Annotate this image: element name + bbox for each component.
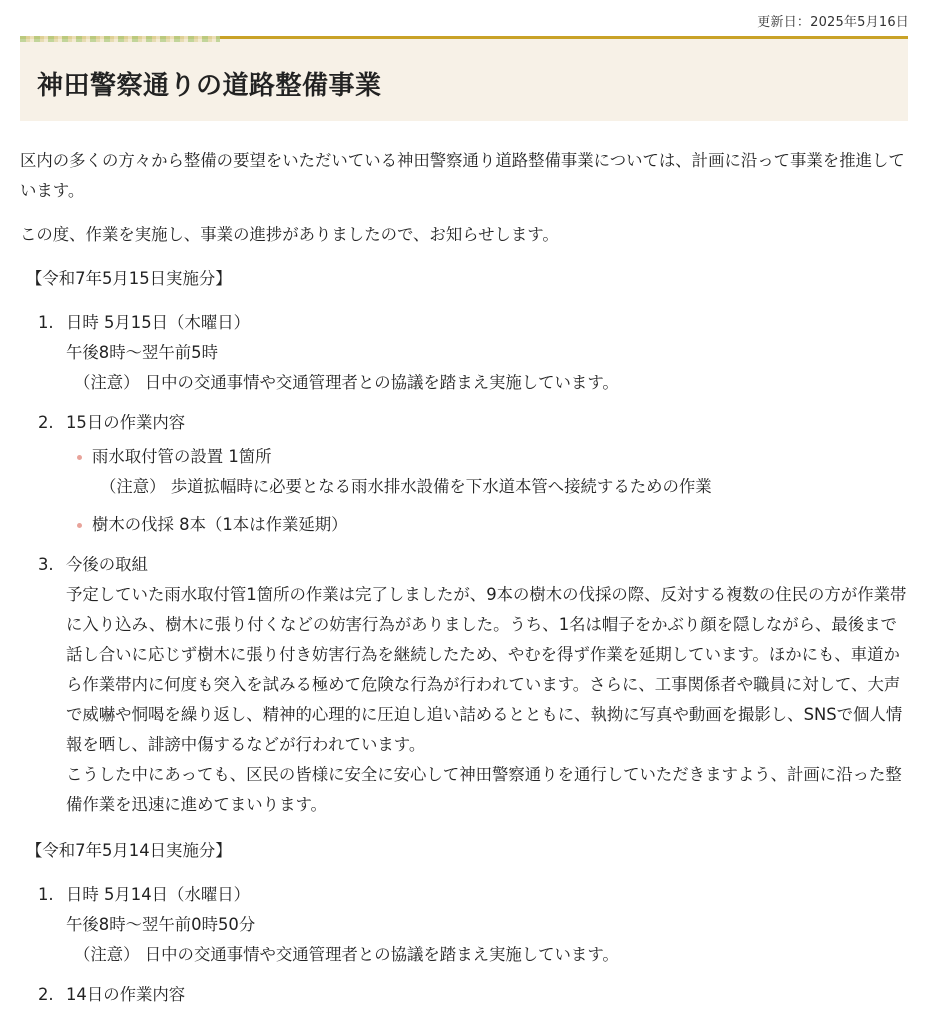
bullet-item (76, 510, 908, 540)
schedule-note: （注意） 日中の交通事情や交通管理者との協議を踏まえ実施しています。 (74, 945, 619, 964)
bullet-text: 樹木の伐採 8本（1本は作業延期） (92, 515, 348, 534)
schedule-date: 日時 5月15日（木曜日） (66, 313, 251, 332)
schedule-note: （注意） 日中の交通事情や交通管理者との協議を踏まえ実施しています。 (74, 373, 619, 392)
list-number: 1. (38, 885, 54, 904)
future-title: 今後の取組 (66, 555, 148, 574)
list-item (38, 880, 908, 970)
page-title: 神田警察通りの道路整備事業 (37, 71, 382, 101)
future-paragraph-2: こうした中にあっても、区民の皆様に安全に安心して神田警察通りを通行していただきますよう、計画に沿った整備作業を迅速に進めてまいります。 (66, 765, 902, 814)
bullet-item (76, 442, 908, 502)
list-number: 3. (38, 555, 54, 574)
section-heading: 【令和7年5月15日実施分】 (26, 269, 232, 288)
list-number: 2. (38, 413, 54, 432)
page-title-box (20, 36, 908, 121)
work-title: 15日の作業内容 (66, 413, 186, 432)
intro-paragraph-2: この度、作業を実施し、事業の進捗がありましたので、お知らせします。 (20, 225, 559, 244)
main-content (20, 146, 908, 1020)
step-list (38, 308, 908, 820)
schedule-time: 午後8時～翌午前5時 (66, 343, 218, 362)
section-0514 (20, 836, 908, 1010)
schedule-time: 午後8時～翌午前0時50分 (66, 915, 256, 934)
schedule-date: 日時 5月14日（水曜日） (66, 885, 251, 904)
step-list (38, 880, 908, 1010)
bullet-note: （注意） 歩道拡幅時に必要となる雨水排水設備を下水道本管へ接続するための作業 (100, 477, 712, 496)
list-number: 1. (38, 313, 54, 332)
list-number: 2. (38, 985, 54, 1004)
section-0515 (20, 264, 908, 820)
list-item (38, 308, 908, 398)
work-title: 14日の作業内容 (66, 985, 186, 1004)
bullet-text: 雨水取付管の設置 1箇所 (92, 447, 272, 466)
work-bullets (76, 442, 908, 540)
future-paragraph-1: 予定していた雨水取付管1箇所の作業は完了しましたが、9本の樹木の伐採の際、反対する複数の住民の方が作業帯に入り込み、樹木に張り付くなどの妨害行為がありました。うち、1名は帽子をかぶり顔を隠しながら、最後まで話し合いに応じず樹木に張り付き妨害行為を継続したため、やむを得ず作業を延期しています。ほかにも、車道から作業帯内に何度も突入を試みる極めて危険な行為が行われています。さらに、工事関係者や職員に対して、大声で威嚇や恫喝を繰り返し、精神的心理的に圧迫し追い詰めるとともに、執拗に写真や動画を撮影し、SNSで個人情報を晒し、誹謗中傷するなどが行われています。 (66, 585, 907, 754)
list-item (38, 980, 908, 1010)
intro-paragraph-1: 区内の多くの方々から整備の要望をいただいている神田警察通り道路整備事業については、計画に沿って事業を推進しています。 (20, 151, 905, 200)
list-item (38, 550, 908, 820)
list-item (38, 408, 908, 540)
section-heading: 【令和7年5月14日実施分】 (26, 841, 232, 860)
title-decoration (20, 36, 220, 42)
updated-date: 更新日：2025年5月16日 (757, 15, 909, 30)
